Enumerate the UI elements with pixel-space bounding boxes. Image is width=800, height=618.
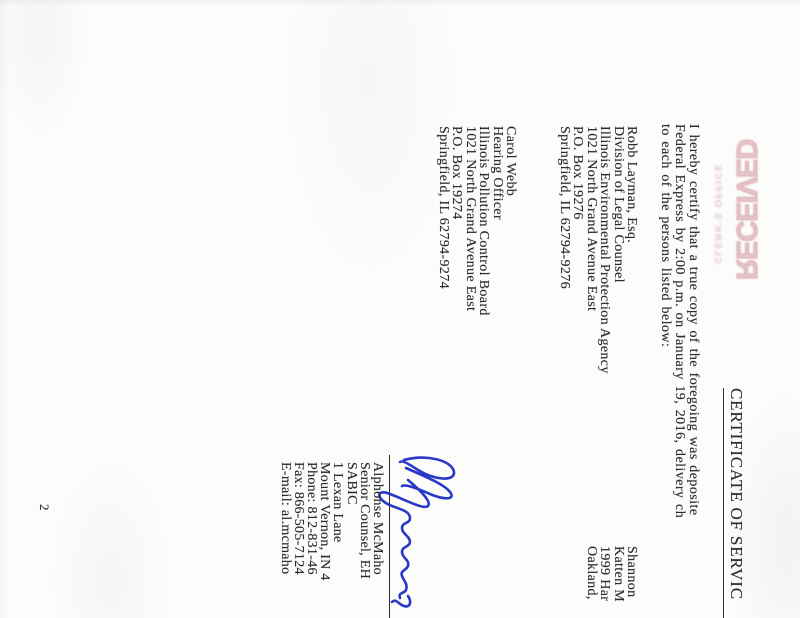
recipient-line: P.O. Box 19274: [449, 126, 465, 220]
signer-address-2: Mount Vernon, IN 4: [317, 462, 333, 581]
signer-address-1: 1 Lexan Lane: [330, 462, 346, 543]
signer-phone: Phone: 812-831-46: [303, 462, 319, 575]
signer-fax: Fax: 866-505-7124: [290, 462, 306, 575]
certify-line-2: Federal Express by 2:00 p.m. on January 19, 2016, delivery ch: [672, 124, 687, 519]
recipient-line: Hearing Officer: [489, 126, 505, 221]
recipient-line: Illinois Environmental Protection Agency: [597, 126, 613, 374]
received-stamp-text: RECEIVED: [730, 139, 762, 280]
recipient-line: P.O. Box 19276: [570, 126, 586, 220]
signer-block: [278, 462, 384, 581]
document-title: CERTIFICATE OF SERVIC: [723, 388, 746, 618]
signer-email: E-mail: al.mcmaho: [277, 462, 293, 575]
recipient-line: 1999 Har: [597, 546, 613, 602]
signature-path: [379, 458, 454, 607]
recipient-line: Division of Legal Counsel: [610, 126, 626, 283]
received-stamp-subtext: CLERK'S OFFICE: [712, 162, 723, 264]
recipient-agency-block: [558, 126, 638, 374]
certify-line-3: to each of the persons listed below:: [658, 124, 673, 348]
recipient-second-column-block: [584, 546, 638, 602]
recipient-line: 1021 North Grand Avenue East: [583, 126, 599, 312]
recipient-board-block: [437, 126, 517, 316]
recipient-line: Springfield, IL 62794-9276: [556, 126, 572, 289]
recipient-line: 1021 North Grand Avenue East: [462, 126, 478, 312]
signer-name: Alphonse McMaho: [370, 462, 385, 575]
received-stamp: [712, 122, 762, 280]
recipient-line: Shannon: [624, 546, 639, 598]
signature-image: [374, 450, 468, 614]
recipient-line: Oakland,: [583, 546, 599, 600]
signer-company: SABIC: [343, 462, 359, 505]
certification-paragraph: [658, 124, 700, 618]
signer-title: Senior Counsel, EH: [356, 462, 372, 580]
recipient-line: Carol Webb: [503, 126, 518, 197]
recipient-line: Robb Layman, Esq.: [624, 126, 639, 244]
recipient-line: Katten M: [610, 546, 626, 603]
certify-line-1: I hereby certify that a true copy of the foregoing was deposite: [686, 124, 701, 516]
page-number: 2: [37, 504, 52, 511]
recipient-line: Illinois Pollution Control Board: [476, 126, 492, 316]
recipient-line: Springfield, IL 62794-9274: [435, 126, 451, 289]
